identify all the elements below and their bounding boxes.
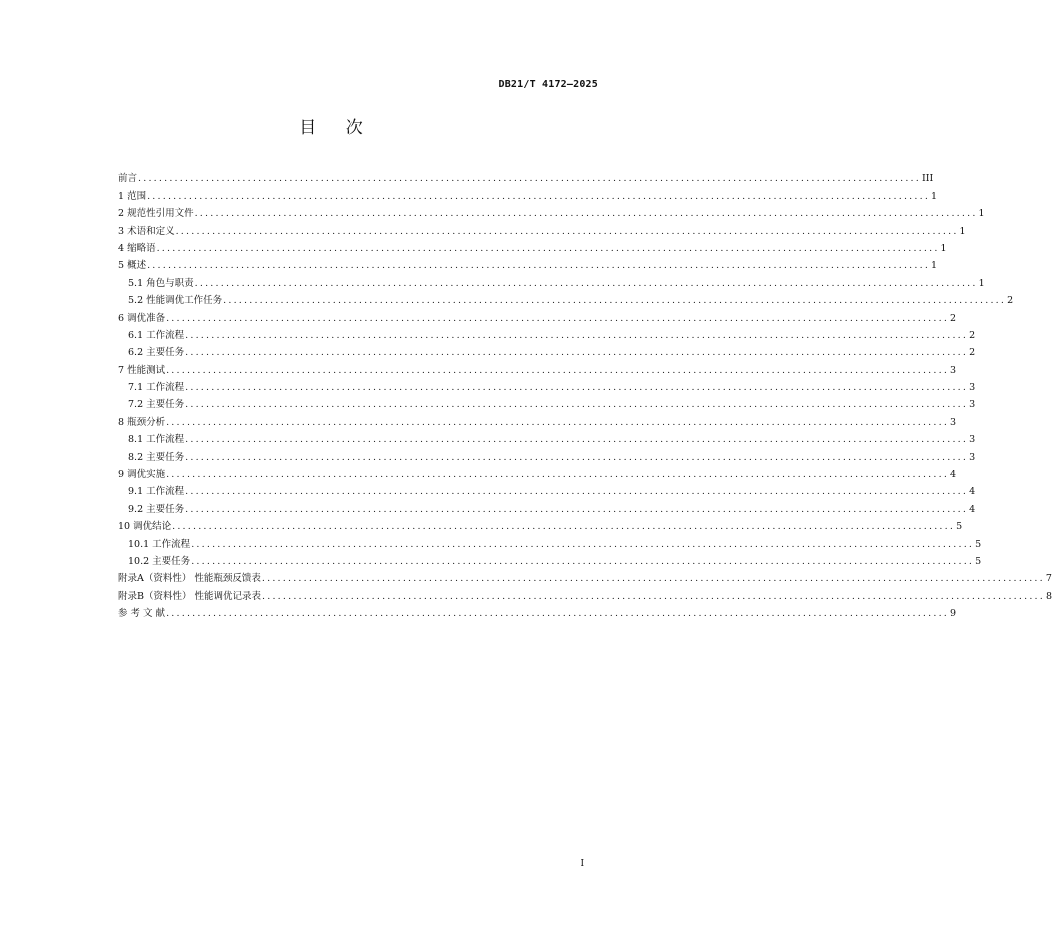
toc-entry-page: 5 bbox=[975, 555, 982, 567]
toc-entry-label: 8.1 工作流程 bbox=[128, 434, 185, 446]
toc-entry[interactable] bbox=[118, 358, 957, 376]
toc-entry-page: 1 bbox=[978, 277, 985, 289]
toc-entry[interactable] bbox=[118, 306, 957, 324]
document-code: DB21/T 4172—2025 bbox=[498, 79, 598, 90]
toc-entry[interactable] bbox=[118, 550, 982, 567]
toc-entry-page: 2 bbox=[969, 347, 976, 359]
toc-entry-leader: ...................................................................................................................................................... bbox=[147, 260, 931, 272]
toc-entry[interactable] bbox=[118, 463, 957, 481]
toc-entry[interactable] bbox=[118, 289, 1014, 307]
toc-entry[interactable] bbox=[118, 237, 947, 254]
toc-entry-page: 3 bbox=[950, 364, 957, 376]
toc-entry[interactable] bbox=[118, 271, 985, 289]
toc-entry-label: 8.2 主要任务 bbox=[128, 451, 185, 463]
toc-entry-label: 9.1 工作流程 bbox=[128, 486, 185, 498]
toc-entry-leader: ...................................................................................................................................................... bbox=[166, 469, 950, 481]
toc-entry-page: 4 bbox=[969, 503, 976, 515]
toc-entry-leader: ...................................................................................................................................................... bbox=[138, 173, 921, 185]
toc-entry-label: 5.1 角色与职责 bbox=[128, 277, 194, 289]
toc-entry[interactable] bbox=[118, 219, 966, 237]
toc-entry-page: 3 bbox=[950, 416, 957, 428]
toc-title: 目 次 bbox=[299, 118, 375, 138]
toc-entry-page: 3 bbox=[969, 451, 976, 463]
toc-entry-label: 前言 bbox=[118, 173, 138, 185]
toc-entry-label: 5 概述 bbox=[118, 260, 147, 272]
toc-entry[interactable] bbox=[118, 532, 982, 550]
toc-entry-leader: ...................................................................................................................................................... bbox=[147, 190, 931, 202]
toc-entry-label: 10 调优结论 bbox=[118, 521, 172, 533]
toc-entry-label: 6.1 工作流程 bbox=[128, 329, 185, 341]
toc-entry-page: 1 bbox=[940, 242, 947, 254]
toc-entry-leader: ...................................................................................................................................................... bbox=[194, 277, 978, 289]
toc-entry-page: 2 bbox=[969, 329, 976, 341]
toc-entry[interactable] bbox=[118, 497, 976, 515]
toc-entry-page: 4 bbox=[969, 486, 976, 498]
toc-entry-page: 3 bbox=[969, 434, 976, 446]
toc-entry[interactable] bbox=[118, 410, 957, 428]
toc-entry-leader: ...................................................................................................................................................... bbox=[185, 329, 969, 341]
toc-entry-label: 7.1 工作流程 bbox=[128, 382, 185, 394]
toc-entry-leader: ...................................................................................................................................................... bbox=[166, 364, 950, 376]
toc-entry-leader: ...................................................................................................................................................... bbox=[185, 486, 969, 498]
toc-entry-page: 1 bbox=[959, 225, 966, 237]
toc-entry-label: 附录B（资料性） 性能调优记录表 bbox=[118, 590, 262, 602]
toc-entry-leader: ...................................................................................................................................................... bbox=[262, 590, 1045, 602]
toc-entry[interactable] bbox=[118, 324, 976, 341]
toc-entry[interactable] bbox=[118, 445, 976, 463]
toc-entry-page: III bbox=[921, 173, 934, 185]
toc-entry-page: 1 bbox=[931, 260, 938, 272]
toc-entry[interactable] bbox=[118, 341, 976, 359]
toc-entry-leader: ...................................................................................................................................................... bbox=[194, 208, 978, 220]
toc-entry-page: 5 bbox=[956, 521, 963, 533]
toc-entry-label: 10.1 工作流程 bbox=[128, 538, 191, 550]
toc-entry-leader: ...................................................................................................................................................... bbox=[156, 242, 940, 254]
toc-entry-leader: ...................................................................................................................................................... bbox=[185, 399, 969, 411]
toc-entry-label: 7 性能测试 bbox=[118, 364, 166, 376]
toc-entry-page: 4 bbox=[950, 469, 957, 481]
toc-entry-page: 8 bbox=[1045, 590, 1052, 602]
toc-entry[interactable] bbox=[118, 167, 934, 185]
table-of-contents bbox=[118, 167, 1052, 620]
toc-entry-page: 5 bbox=[975, 538, 982, 550]
toc-entry-page: 1 bbox=[931, 190, 938, 202]
toc-entry-leader: ...................................................................................................................................................... bbox=[166, 608, 950, 620]
toc-entry-leader: ...................................................................................................................................................... bbox=[166, 312, 950, 324]
toc-entry-leader: ...................................................................................................................................................... bbox=[185, 347, 969, 359]
toc-entry[interactable] bbox=[118, 202, 985, 220]
toc-entry-leader: ...................................................................................................................................................... bbox=[191, 538, 975, 550]
toc-entry[interactable] bbox=[118, 584, 1052, 602]
toc-entry-leader: ...................................................................................................................................................... bbox=[185, 503, 969, 515]
toc-entry[interactable] bbox=[118, 428, 976, 446]
toc-entry[interactable] bbox=[118, 393, 976, 411]
toc-entry-label: 附录A（资料性） 性能瓶颈反馈表 bbox=[118, 573, 261, 585]
toc-entry-leader: ...................................................................................................................................................... bbox=[175, 225, 959, 237]
toc-entry-leader: ...................................................................................................................................................... bbox=[172, 521, 956, 533]
toc-entry-leader: ...................................................................................................................................................... bbox=[185, 434, 969, 446]
toc-entry-leader: ...................................................................................................................................................... bbox=[185, 382, 969, 394]
toc-entry[interactable] bbox=[118, 376, 976, 394]
toc-entry-leader: ...................................................................................................................................................... bbox=[166, 416, 950, 428]
toc-entry-label: 8 瓶颈分析 bbox=[118, 416, 166, 428]
toc-entry-label: 参 考 文 献 bbox=[118, 608, 166, 620]
toc-entry-page: 9 bbox=[950, 608, 957, 620]
toc-entry-leader: ...................................................................................................................................................... bbox=[223, 295, 1007, 307]
toc-entry[interactable] bbox=[118, 602, 957, 620]
toc-entry-leader: ...................................................................................................................................................... bbox=[185, 451, 969, 463]
toc-entry-page: 2 bbox=[1007, 295, 1014, 307]
toc-entry[interactable] bbox=[118, 515, 963, 533]
toc-entry-label: 9 调优实施 bbox=[118, 469, 166, 481]
toc-entry-label: 10.2 主要任务 bbox=[128, 555, 191, 567]
page-number: I bbox=[580, 859, 584, 869]
toc-entry[interactable] bbox=[118, 254, 938, 272]
toc-entry-label: 6.2 主要任务 bbox=[128, 347, 185, 359]
toc-entry-page: 7 bbox=[1045, 573, 1052, 585]
toc-entry[interactable] bbox=[118, 480, 976, 498]
toc-entry[interactable] bbox=[118, 567, 1052, 585]
toc-entry-label: 4 缩略语 bbox=[118, 242, 156, 254]
toc-entry-page: 2 bbox=[950, 312, 957, 324]
toc-entry-page: 1 bbox=[978, 208, 985, 220]
toc-entry-label: 1 范围 bbox=[118, 190, 147, 202]
toc-entry-label: 6 调优准备 bbox=[118, 312, 166, 324]
toc-entry-leader: ...................................................................................................................................................... bbox=[261, 573, 1045, 585]
toc-entry-leader: ...................................................................................................................................................... bbox=[191, 555, 975, 567]
toc-entry-label: 5.2 性能调优工作任务 bbox=[128, 295, 223, 307]
toc-entry-label: 7.2 主要任务 bbox=[128, 399, 185, 411]
toc-entry[interactable] bbox=[118, 184, 938, 202]
toc-entry-page: 3 bbox=[969, 382, 976, 394]
toc-entry-label: 2 规范性引用文件 bbox=[118, 208, 194, 220]
toc-entry-label: 3 术语和定义 bbox=[118, 225, 175, 237]
toc-entry-page: 3 bbox=[969, 399, 976, 411]
toc-entry-label: 9.2 主要任务 bbox=[128, 503, 185, 515]
